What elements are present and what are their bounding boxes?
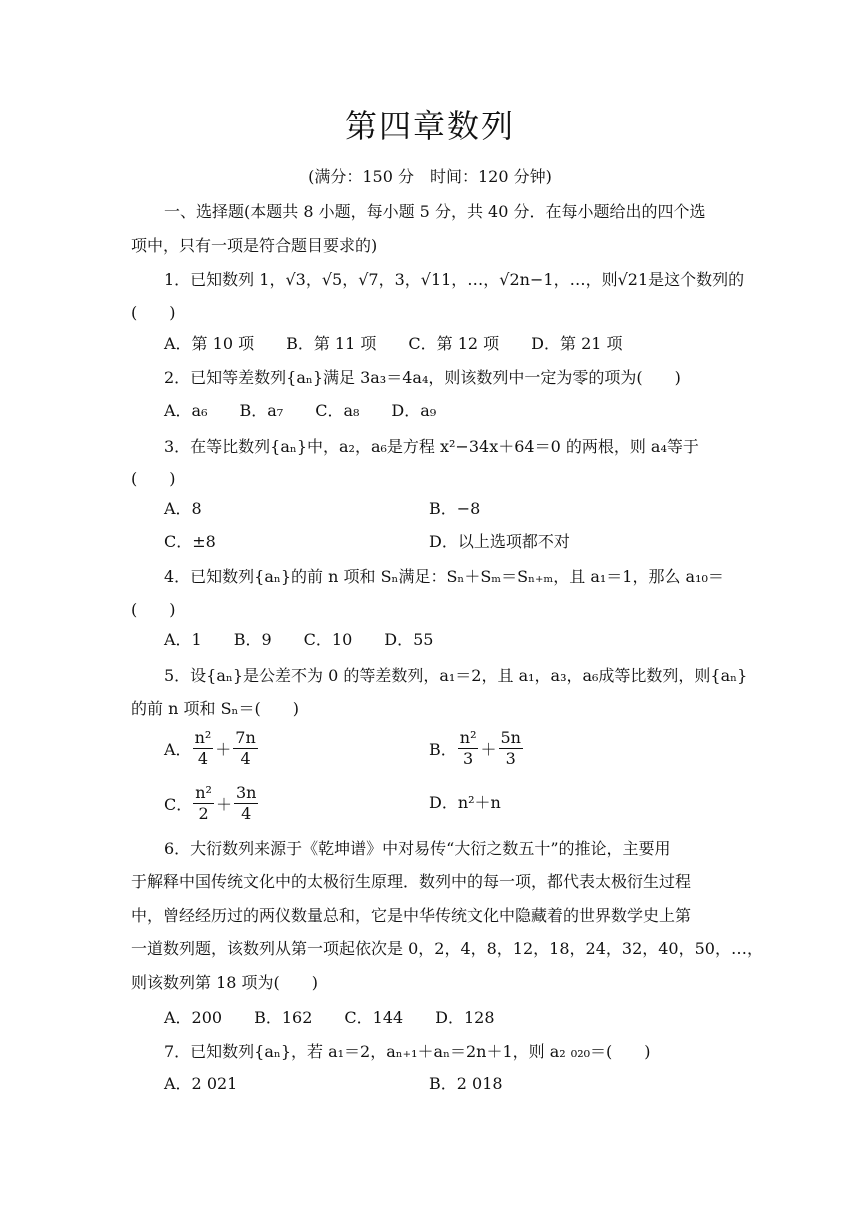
question-3-option-a: A．8: [164, 499, 202, 518]
question-6-line1: 6．大衍数列来源于《乾坤谱》中对易传“大衍之数五十”的推论，主要用: [164, 839, 671, 858]
denominator: 4: [241, 804, 252, 823]
question-1-options: A．第 10 项 B．第 11 项 C．第 12 项 D．第 21 项: [164, 334, 623, 353]
section-heading-line1: 一、选择题(本题共 8 小题，每小题 5 分，共 40 分．在每小题给出的四个选: [164, 202, 706, 221]
fraction: [193, 728, 214, 769]
section-heading-line2: 项中，只有一项是符合题目要求的): [131, 236, 378, 255]
question-4-bracket: ( ): [131, 600, 176, 619]
operator: ＋: [480, 740, 497, 759]
question-5-option-d: D．n²＋n: [429, 793, 501, 812]
numerator: 3n: [235, 783, 257, 802]
question-7-option-b: B．2 018: [429, 1074, 503, 1093]
question-5-stem-cont: 的前 n 项和 Sₙ＝( ): [131, 699, 299, 718]
question-3-option-c: C．±8: [164, 532, 216, 551]
question-1-bracket: ( ): [131, 303, 176, 322]
denominator: 3: [505, 749, 516, 768]
exam-info: (满分：150 分 时间：120 分钟): [308, 167, 552, 186]
question-5-option-b: [429, 728, 524, 769]
question-5-option-a: [164, 728, 259, 769]
numerator: n²: [195, 783, 212, 802]
operator: ＋: [215, 740, 232, 759]
question-5-option-c: [164, 783, 259, 824]
question-5-stem: 5．设{aₙ}是公差不为 0 的等差数列，a₁＝2，且 a₁，a₃，a₆成等比数列，则{aₙ}: [164, 666, 748, 685]
denominator: 3: [463, 749, 474, 768]
question-2-options: A．a₆ B．a₇ C．a₈ D．a₉: [164, 401, 437, 420]
denominator: 4: [240, 749, 251, 768]
numerator: 7n: [235, 728, 256, 747]
numerator: n²: [459, 728, 477, 747]
option-label: C．: [164, 795, 193, 814]
question-4-options: A．1 B．9 C．10 D．55: [164, 630, 434, 649]
fraction: [458, 728, 479, 769]
question-4-stem: 4．已知数列{aₙ}的前 n 项和 Sₙ满足：Sₙ＋Sₘ＝Sₙ₊ₘ，且 a₁＝1，那么 a₁₀＝: [164, 567, 724, 586]
option-label: B．: [429, 740, 457, 759]
question-6-line3: 中，曾经经历过的两仪数量总和，它是中华传统文化中隐藏着的世界数学史上第: [131, 906, 692, 925]
option-label: A．: [164, 740, 192, 759]
numerator: n²: [194, 728, 212, 747]
page-title: 第四章数列: [344, 107, 515, 145]
question-3-option-b: B．−8: [429, 499, 481, 518]
question-6-line2: 于解释中国传统文化中的太极衍生原理．数列中的每一项，都代表太极衍生过程: [131, 872, 692, 891]
fraction: [234, 783, 258, 824]
question-6-line4: 一道数列题，该数列从第一项起依次是 0，2，4，8，12，18，24，32，40，50，…，: [131, 939, 763, 958]
question-2-stem: 2．已知等差数列{aₙ}满足 3a₃＝4a₄，则该数列中一定为零的项为( ): [164, 368, 681, 387]
question-7-stem: 7．已知数列{aₙ}，若 a₁＝2，aₙ₊₁＋aₙ＝2n＋1，则 a₂ ₀₂₀＝( ): [164, 1042, 651, 1061]
question-1-stem: 1．已知数列 1，√3，√5，√7，3，√11，…，√2n−1，…，则√21是这个数列的: [164, 270, 745, 289]
fraction: [233, 728, 257, 769]
question-3-stem: 3．在等比数列{aₙ}中，a₂，a₆是方程 x²−34x＋64＝0 的两根，则 a₄等于: [164, 437, 699, 456]
question-6-options: A．200 B．162 C．144 D．128: [164, 1008, 495, 1027]
denominator: 4: [197, 749, 209, 768]
fraction: [193, 783, 214, 824]
fraction: [499, 728, 523, 769]
question-6-line5: 则该数列第 18 项为( ): [131, 973, 319, 992]
numerator: 5n: [500, 728, 521, 747]
question-3-bracket: ( ): [131, 469, 176, 488]
question-3-option-d: D．以上选项都不对: [429, 532, 570, 551]
question-7-option-a: A．2 021: [164, 1074, 238, 1093]
denominator: 2: [198, 804, 209, 823]
operator: ＋: [215, 795, 232, 814]
